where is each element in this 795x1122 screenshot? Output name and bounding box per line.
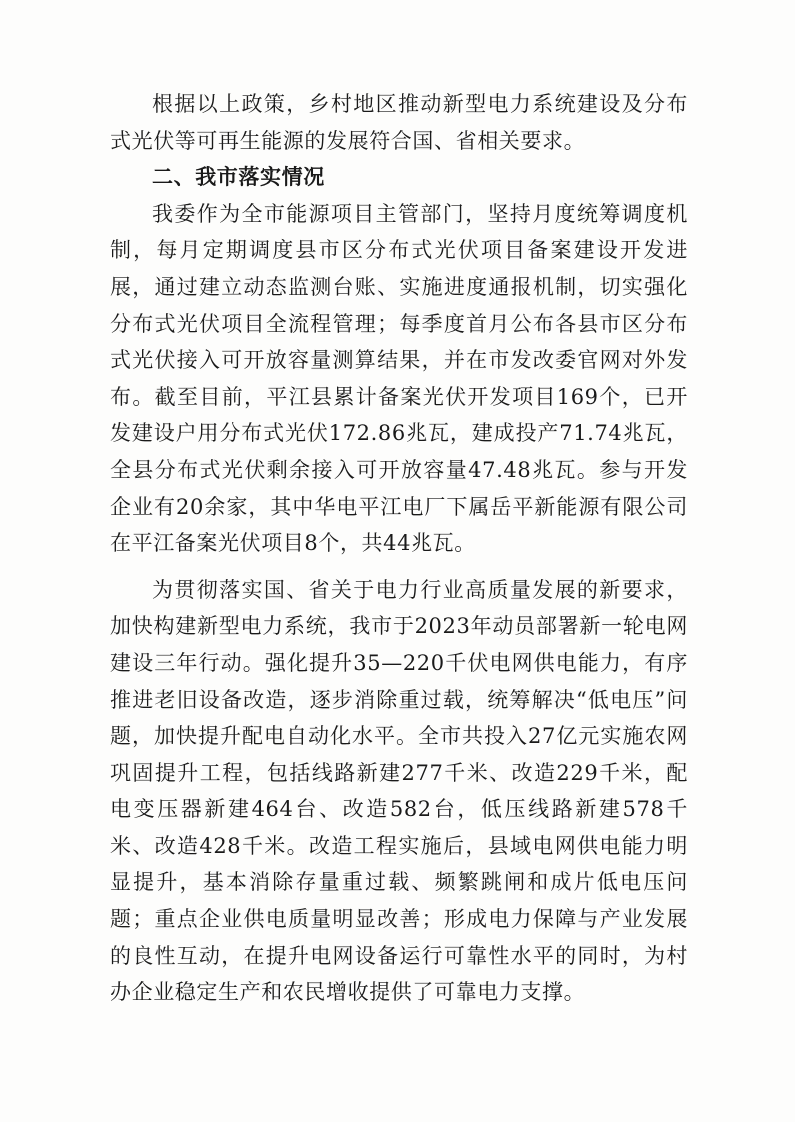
- paragraph-grid-construction: 为贯彻落实国、省关于电力行业高质量发展的新要求，加快构建新型电力系统，我市于2023年动员部署新一轮电网建设三年行动。强化提升35—220千伏电网供电能力，有序推进老旧设备改造，逐步消除重过载，统筹解决“低电压”问题，加快提升配电自动化水平。全市共投入27亿元实施农网巩固提升工程，包括线路新建277千米、改造229千米，配电变压器新建464台、改造582台，低压线路新建578千米、改造428千米。改造工程实施后，县域电网供电能力明显提升，基本消除存量重过载、频繁跳闸和成片低电压问题；重点企业供电质量明显改善；形成电力保障与产业发展的良性互动，在提升电网设备运行可靠性水平的同时，为村办企业稳定生产和农民增收提供了可靠电力支撑。: [110, 577, 688, 1005]
- section-heading: 二、我市落实情况: [152, 165, 325, 190]
- paragraph-gap: [110, 562, 688, 572]
- paragraph-policy-conclusion: 根据以上政策，乡村地区推动新型电力系统建设及分布式光伏等可再生能源的发展符合国、省相关要求。: [110, 92, 688, 153]
- document-body: [110, 86, 688, 1011]
- paragraph-solar-projects: 我委作为全市能源项目主管部门，坚持月度统筹调度机制，每月定期调度县市区分布式光伏项目备案建设开发进展，通过建立动态监测台账、实施进度通报机制，切实强化分布式光伏项目全流程管理；每季度首月公布各县市区分布式光伏接入可开放容量测算结果，并在市发改委官网对外发布。截至目前，平江县累计备案光伏开发项目169个，已开发建设户用分布式光伏172.86兆瓦，建成投产71.74兆瓦，全县分布式光伏剩余接入可开放容量47.48兆瓦。参与开发企业有20余家，其中华电平江电厂下属岳平新能源有限公司在平江备案光伏项目8个，共44兆瓦。: [110, 201, 688, 556]
